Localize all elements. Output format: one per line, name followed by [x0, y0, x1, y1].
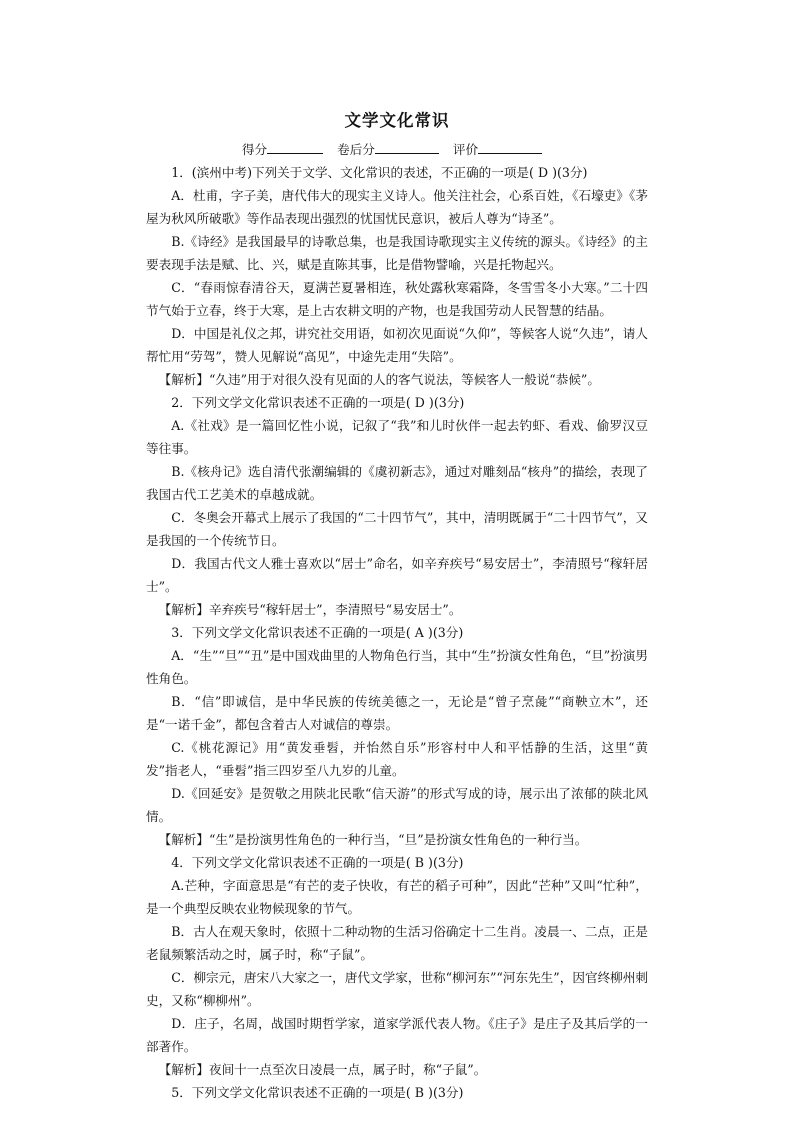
- question-option: A．“生”“旦”“丑”是中国戏曲里的人物角色行当，其中“生”扮演女性角色，“旦”扮演男性角色。: [146, 648, 648, 686]
- analysis-text: 【解析】夜间十一点至次日凌晨一点，属子时，称“子鼠”。: [158, 1062, 487, 1077]
- eval-label: 评价: [452, 142, 479, 157]
- question-option: B.《核舟记》选自清代张潮编辑的《虞初新志》，通过对雕刻品“核舟”的描绘，表现了我国古代工艺美术的卓越成就。: [146, 464, 648, 502]
- total-label: 卷后分: [337, 142, 375, 157]
- question-stem: 1．(滨州中考)下列关于文学、文化常识的表述，不正确的一项是( D )(3分): [171, 165, 588, 180]
- question-option: B．古人在观天象时，依照十二种动物的生活习俗确定十二生肖。凌晨一、二点，正是老鼠频繁活动之时，属子时，称“子鼠”。: [146, 924, 648, 962]
- question-option: D．中国是礼仪之邦，讲究社交用语，如初次见面说“久仰”，等候客人说“久违”，请人帮忙用“劳驾”，赞人见解说“高见”，中途先走用“失陪”。: [146, 326, 648, 364]
- question-option: A.《社戏》是一篇回忆性小说，记叙了“我”和儿时伙伴一起去钓虾、看戏、偷罗汉豆等往事。: [146, 418, 648, 456]
- question-stem: 3．下列文学文化常识表述不正确的一项是( A )(3分): [171, 625, 464, 640]
- question-stem: 5．下列文学文化常识表述不正确的一项是( B )(3分): [171, 1085, 464, 1100]
- score-line: [146, 140, 648, 159]
- question-option: C.《桃花源记》用“黄发垂髫，并怡然自乐”形容村中人和平恬静的生活，这里“黄发”指老人，“垂髫”指三四岁至八九岁的儿童。: [146, 740, 648, 778]
- question-option: B．“信”即诚信，是中华民族的传统美德之一，无论是“曾子烹彘”“商鞅立木”，还是“一诺千金”，都包含着古人对诚信的尊崇。: [146, 694, 648, 732]
- question-option: D．我国古代文人雅士喜欢以“居士”命名，如辛弃疾号“易安居士”，李清照号“稼轩居士”。: [146, 556, 648, 594]
- question-option: A．杜甫，字子美，唐代伟大的现实主义诗人。他关注社会，心系百姓，《石壕吏》《茅屋为秋风所破歌》等作品表现出强烈的忧国忧民意识，被后人尊为“诗圣”。: [146, 188, 648, 226]
- question-option: C．冬奥会开幕式上展示了我国的“二十四节气”，其中，清明既属于“二十四节气”，又是我国的一个传统节日。: [146, 510, 648, 548]
- analysis-text: 【解析】“生”是扮演男性角色的一种行当，“旦”是扮演女性角色的一种行当。: [158, 832, 588, 847]
- question-option: C．“春雨惊春清谷天，夏满芒夏暑相连，秋处露秋寒霜降，冬雪雪冬小大寒。”二十四节气始于立春，终于大寒，是上古农耕文明的产物，也是我国劳动人民智慧的结晶。: [146, 280, 648, 318]
- question-block: [146, 621, 648, 851]
- eval-blank[interactable]: [478, 141, 542, 154]
- question-option: D．庄子，名周，战国时期哲学家，道家学派代表人物。《庄子》是庄子及其后学的一部著作。: [146, 1016, 648, 1054]
- analysis-text: 【解析】辛弃疾号“稼轩居士”，李清照号“易安居士”。: [158, 602, 462, 617]
- question-block: [146, 851, 648, 1081]
- worksheet-page: [146, 96, 648, 1104]
- question-option: A.芒种，字面意思是“有芒的麦子快收，有芒的稻子可种”，因此“芒种”又叫“忙种”，是一个典型反映农业物候现象的节气。: [146, 878, 648, 916]
- question-block: [146, 161, 648, 391]
- question-block: [146, 391, 648, 621]
- question-option: B.《诗经》是我国最早的诗歌总集，也是我国诗歌现实主义传统的源头。《诗经》的主要表现手法是赋、比、兴，赋是直陈其事，比是借物譬喻，兴是托物起兴。: [146, 234, 648, 272]
- question-block: [146, 1081, 648, 1104]
- analysis-text: 【解析】“久违”用于对很久没有见面的人的客气说法，等候客人一般说“恭候”。: [158, 372, 600, 387]
- question-option: C．柳宗元，唐宋八大家之一，唐代文学家，世称“柳河东”“河东先生”，因官终柳州刺史，又称“柳柳州”。: [146, 970, 648, 1008]
- page-title: 文学文化常识: [344, 111, 450, 130]
- question-stem: 2．下列文学文化常识表述不正确的一项是( D )(3分): [171, 395, 465, 410]
- question-stem: 4．下列文学文化常识表述不正确的一项是( B )(3分): [171, 855, 464, 870]
- total-blank[interactable]: [375, 141, 439, 154]
- question-list: [146, 161, 648, 1104]
- score-label: 得分: [241, 142, 268, 157]
- question-option: D.《回延安》是贺敬之用陕北民歌“信天游”的形式写成的诗，展示出了浓郁的陕北风情。: [146, 786, 648, 824]
- score-blank[interactable]: [267, 141, 323, 154]
